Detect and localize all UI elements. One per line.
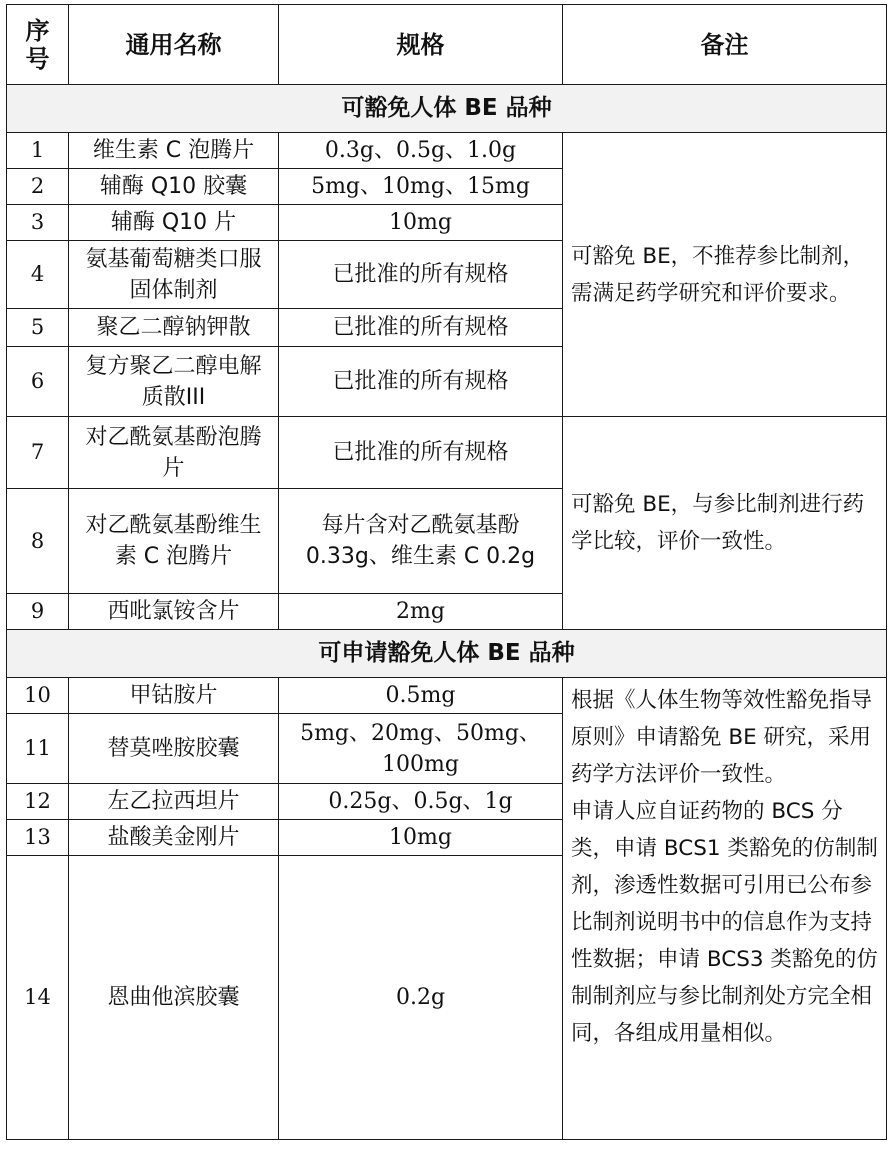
row-name: 辅酶 Q10 片 xyxy=(69,205,279,241)
row-no: 12 xyxy=(7,784,69,820)
row-no: 1 xyxy=(7,133,69,169)
row-name: 辅酶 Q10 胶囊 xyxy=(69,169,279,205)
table-row xyxy=(7,417,887,489)
row-spec: 0.5mg xyxy=(279,678,563,714)
row-name: 左乙拉西坦片 xyxy=(69,784,279,820)
section-1-title: 可豁免人体 BE 品种 xyxy=(7,85,887,133)
row-spec: 0.2g xyxy=(279,856,563,1140)
row-name: 甲钴胺片 xyxy=(69,678,279,714)
row-spec: 0.25g、0.5g、1g xyxy=(279,784,563,820)
be-exemption-table xyxy=(6,4,887,1140)
row-name: 氨基葡萄糖类口服固体制剂 xyxy=(69,241,279,309)
header-no: 序号 xyxy=(7,5,69,85)
row-name: 西吡氯铵含片 xyxy=(69,594,279,630)
header-name: 通用名称 xyxy=(69,5,279,85)
row-no: 5 xyxy=(7,309,69,347)
header-note: 备注 xyxy=(563,5,887,85)
row-no: 9 xyxy=(7,594,69,630)
row-spec: 2mg xyxy=(279,594,563,630)
row-spec: 已批准的所有规格 xyxy=(279,241,563,309)
row-no: 2 xyxy=(7,169,69,205)
row-name: 维生素 C 泡腾片 xyxy=(69,133,279,169)
row-name: 复方聚乙二醇电解质散III xyxy=(69,347,279,417)
row-name: 聚乙二醇钠钾散 xyxy=(69,309,279,347)
section-title-row xyxy=(7,630,887,678)
row-spec: 10mg xyxy=(279,205,563,241)
row-name: 对乙酰氨基酚维生素 C 泡腾片 xyxy=(69,489,279,594)
row-spec: 10mg xyxy=(279,820,563,856)
note-cell: 可豁免 BE，不推荐参比制剂，需满足药学研究和评价要求。 xyxy=(563,133,887,417)
section-2-title: 可申请豁免人体 BE 品种 xyxy=(7,630,887,678)
row-spec: 已批准的所有规格 xyxy=(279,309,563,347)
row-no: 13 xyxy=(7,820,69,856)
row-spec: 每片含对乙酰氨基酚 0.33g、维生素 C 0.2g xyxy=(279,489,563,594)
header-row xyxy=(7,5,887,85)
row-no: 3 xyxy=(7,205,69,241)
row-spec: 已批准的所有规格 xyxy=(279,347,563,417)
row-spec: 5mg、10mg、15mg xyxy=(279,169,563,205)
row-no: 4 xyxy=(7,241,69,309)
note-cell xyxy=(563,678,887,1140)
row-spec: 0.3g、0.5g、1.0g xyxy=(279,133,563,169)
note-cell: 可豁免 BE，与参比制剂进行药学比较，评价一致性。 xyxy=(563,417,887,630)
row-no: 10 xyxy=(7,678,69,714)
header-spec: 规格 xyxy=(279,5,563,85)
row-name: 替莫唑胺胶囊 xyxy=(69,714,279,784)
row-no: 6 xyxy=(7,347,69,417)
row-no: 8 xyxy=(7,489,69,594)
row-name: 对乙酰氨基酚泡腾片 xyxy=(69,417,279,489)
row-name: 恩曲他滨胶囊 xyxy=(69,856,279,1140)
row-no: 7 xyxy=(7,417,69,489)
row-name: 盐酸美金刚片 xyxy=(69,820,279,856)
row-spec: 5mg、20mg、50mg、100mg xyxy=(279,714,563,784)
row-no: 14 xyxy=(7,856,69,1140)
section-title-row xyxy=(7,85,887,133)
note-paragraph-1: 根据《人体生物等效性豁免指导原则》申请豁免 BE 研究，采用药学方法评价一致性。 xyxy=(571,688,873,787)
note-paragraph-2: 申请人应自证药物的 BCS 分类，申请 BCS1 类豁免的仿制制剂，渗透性数据可引用已公布参比制剂说明书中的信息作为支持性数据；申请 BCS3 类豁免的仿制制剂应与参比制剂处方完全相同，各组成用量相似。 xyxy=(571,799,878,1046)
table-row xyxy=(7,678,887,714)
table-row xyxy=(7,133,887,169)
row-no: 11 xyxy=(7,714,69,784)
row-spec: 已批准的所有规格 xyxy=(279,417,563,489)
